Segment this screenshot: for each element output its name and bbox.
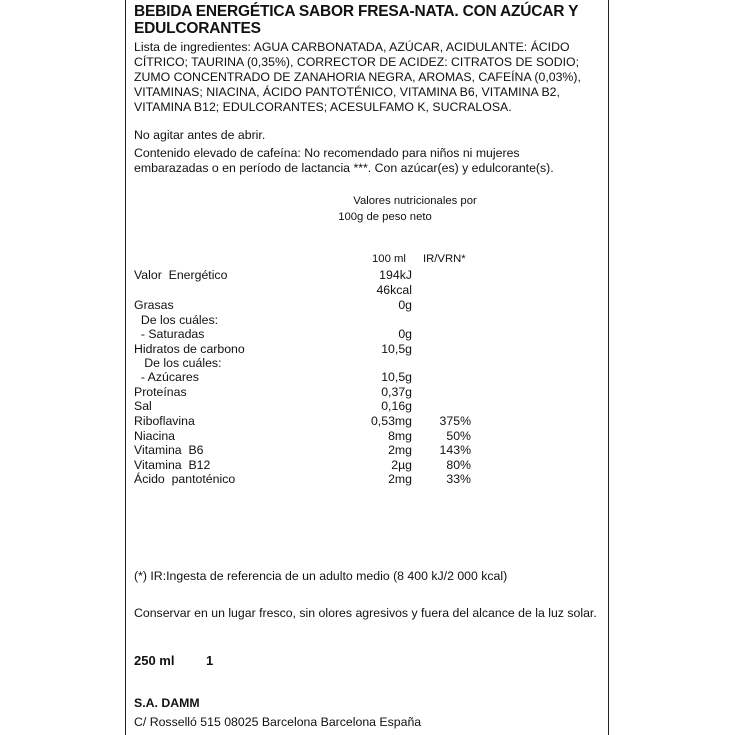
nutrition-label: De los cuáles: [134, 313, 219, 327]
nutrition-label: Niacina [134, 429, 176, 443]
nutrition-value: 0,16g [381, 399, 412, 413]
nutrition-ir-percent: 33% [446, 472, 471, 486]
nutrition-value: 0,53mg [370, 414, 412, 428]
unit-count: 1 [206, 653, 214, 668]
nutrition-ir-percent: 80% [446, 458, 471, 472]
nutrition-value: 2mg [388, 472, 412, 486]
nutrition-label: Vitamina B6 [134, 443, 204, 457]
nutrition-header-line1: Valores nutricionales por [353, 195, 477, 207]
nutrition-label: Riboflavina [134, 414, 195, 428]
nutrition-ir-percent: 375% [439, 414, 471, 428]
caffeine-warning: Contenido elevado de cafeína: No recomendado para niños ni mujeres embarazadas o en período de lactancia ***. Con azúcar(es) y edulcorante(s). [134, 146, 554, 175]
col-ir-header: IR/VRN* [423, 253, 466, 265]
nutrition-label: De los cuáles: [134, 356, 222, 370]
nutrition-label: Valor Energético [134, 268, 228, 282]
nutrition-label: Hidratos de carbono [134, 342, 245, 356]
nutrition-value: 8mg [388, 429, 412, 443]
storage-instructions: Conservar en un lugar fresco, sin olores agresivos y fuera del alcance de la luz solar. [134, 606, 597, 620]
nutrition-label: Proteínas [134, 385, 187, 399]
nutrition-label: Vitamina B12 [134, 458, 211, 472]
nutrition-label: - Saturadas [134, 327, 205, 341]
ingredients-list: Lista de ingredientes: AGUA CARBONATADA, AZÚCAR, ACIDULANTE: ÁCIDO CÍTRICO; TAURINA (0,35%), CORRECTOR DE ACIDEZ: CITRATOS DE SODIO; ZUMO CONCENTRADO DE ZANAHORIA NEGRA, AROMAS, CAFEÍNA (0,03%), VITAMINAS; NIACINA, ÁCIDO PANTOTÉNICO, VITAMINA B6, VITAMINA B2, VITAMINA B12; EDULCORANTES; ACESULFAMO K, SUCRALOSA. [134, 40, 581, 114]
company-address: C/ Rosselló 515 08025 Barcelona Barcelona España [134, 715, 422, 729]
nutrition-header-line2: 100g de peso neto [338, 211, 432, 223]
nutrition-value: 194kJ [379, 268, 412, 282]
nutrition-value: 2mg [388, 443, 412, 457]
nutrition-value: 10,5g [381, 342, 412, 356]
col-amount-header: 100 ml [372, 253, 406, 265]
nutrition-label: Grasas [134, 298, 174, 312]
shake-warning: No agitar antes de abrir. [134, 128, 266, 142]
nutrition-ir-percent: 143% [439, 443, 471, 457]
product-title: BEBIDA ENERGÉTICA SABOR FRESA-NATA. CON AZÚCAR Y EDULCORANTES [134, 3, 578, 37]
nutrition-value: 0g [398, 298, 412, 312]
nutrition-value: 2µg [391, 458, 412, 472]
nutrition-value: 46kcal [376, 283, 412, 297]
net-quantity: 250 ml [134, 653, 175, 668]
nutrition-value: 10,5g [381, 370, 412, 384]
nutrition-label: Sal [134, 399, 152, 413]
footnote: (*) IR:Ingesta de referencia de un adulto medio (8 400 kJ/2 000 kcal) [134, 569, 508, 583]
nutrition-ir-percent: 50% [446, 429, 471, 443]
nutrition-label: - Azúcares [134, 370, 199, 384]
nutrition-label: Ácido pantoténico [134, 472, 236, 486]
nutrition-value: 0g [398, 327, 412, 341]
nutrition-value: 0,37g [381, 385, 412, 399]
company-name: S.A. DAMM [134, 696, 200, 710]
